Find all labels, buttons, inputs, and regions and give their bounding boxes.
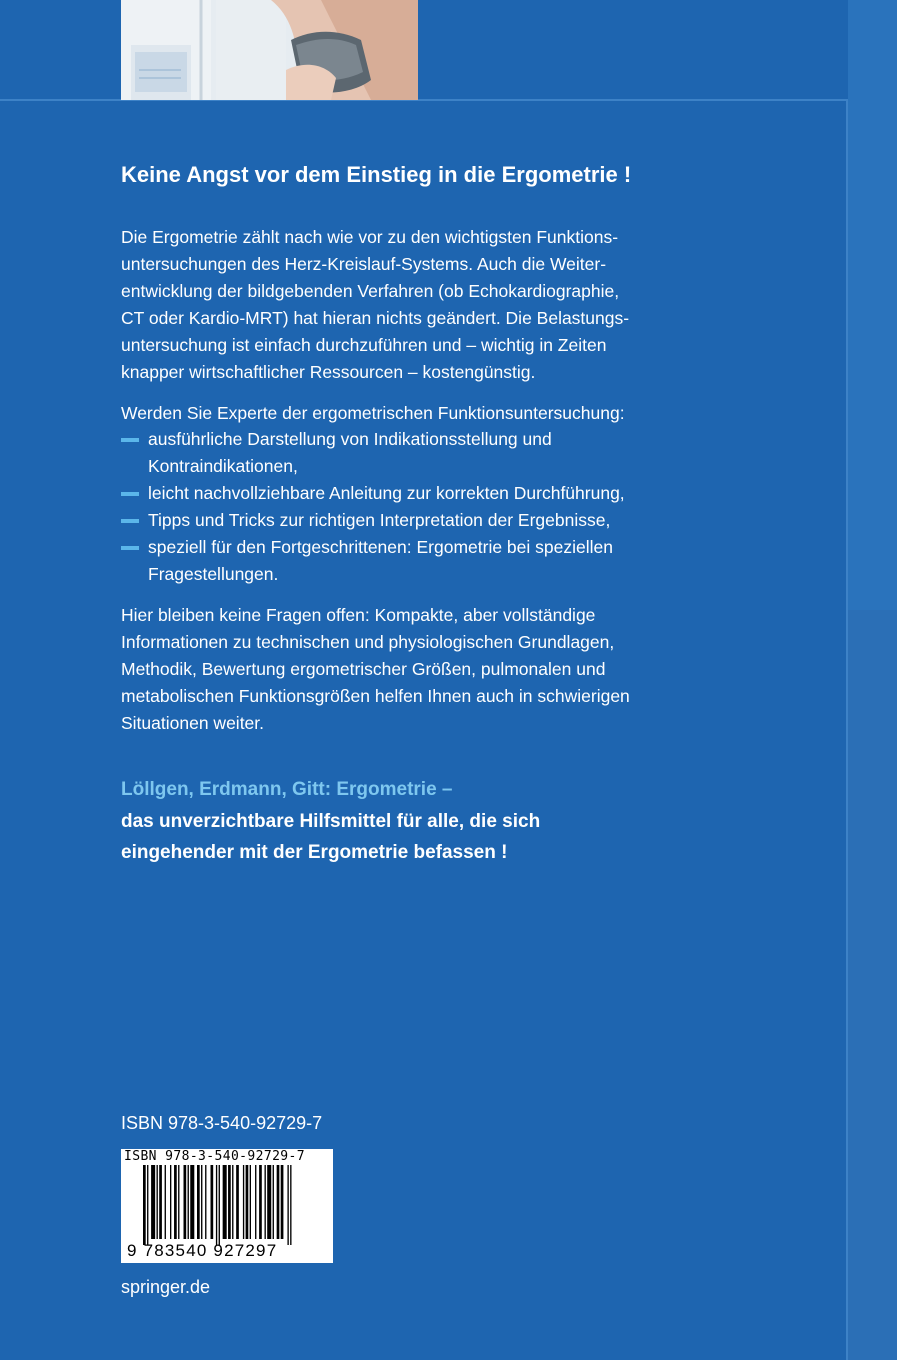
barcode-bar bbox=[147, 1165, 148, 1245]
barcode-bar bbox=[174, 1165, 177, 1239]
barcode-bar bbox=[143, 1165, 146, 1245]
text-line: untersuchungen des Herz-Kreislauf-Systems. Auch die Weiter- bbox=[121, 254, 607, 274]
text-line: ausführliche Darstellung von Indikationsstellung und bbox=[148, 429, 552, 449]
barcode-bar bbox=[188, 1165, 189, 1239]
barcode-bar bbox=[178, 1165, 179, 1239]
dash-bullet-icon bbox=[121, 546, 139, 550]
description-paragraph bbox=[121, 224, 641, 386]
barcode-bar bbox=[250, 1165, 251, 1239]
barcode-bar bbox=[259, 1165, 262, 1239]
barcode-bar bbox=[265, 1165, 266, 1239]
barcode-bar bbox=[184, 1165, 187, 1239]
barcode-isbn-text: ISBN 978-3-540-92729-7 bbox=[124, 1149, 305, 1164]
panel-border-right bbox=[846, 99, 848, 1360]
barcode-bars bbox=[141, 1165, 329, 1245]
bullet-intro: Werden Sie Experte der ergometrischen Funktionsuntersuchung: bbox=[121, 403, 625, 423]
barcode-bar bbox=[190, 1165, 194, 1239]
barcode-bar bbox=[255, 1165, 256, 1239]
text-line: Tipps und Tricks zur richtigen Interpretation der Ergebnisse, bbox=[148, 510, 611, 530]
cover-edge-top bbox=[848, 0, 897, 610]
barcode-bar bbox=[246, 1165, 249, 1239]
text-line: knapper wirtschaftlicher Ressourcen – kostengünstig. bbox=[121, 362, 536, 382]
text-line: Fragestellungen. bbox=[148, 564, 279, 584]
photo-illustration bbox=[121, 0, 418, 100]
publisher-website: springer.de bbox=[121, 1277, 211, 1297]
list-item bbox=[121, 534, 641, 588]
text-line: das unverzichtbare Hilfsmittel für alle, die sich bbox=[121, 811, 541, 832]
isbn-barcode bbox=[121, 1149, 333, 1263]
list-item bbox=[121, 426, 641, 480]
headline: Keine Angst vor dem Einstieg in die Ergometrie ! bbox=[121, 162, 632, 187]
barcode-bar bbox=[197, 1165, 200, 1239]
barcode-bar bbox=[205, 1165, 206, 1239]
barcode-bar bbox=[159, 1165, 162, 1239]
cover-photo bbox=[121, 0, 418, 100]
barcode-bar bbox=[277, 1165, 280, 1239]
list-item bbox=[121, 507, 641, 534]
text-line: leicht nachvollziehbare Anleitung zur korrekten Durchführung, bbox=[148, 483, 625, 503]
barcode-digits: 9 783540 927297 bbox=[127, 1241, 278, 1260]
barcode-bar bbox=[290, 1165, 291, 1245]
text-line: eingehender mit der Ergometrie befassen ! bbox=[121, 842, 508, 863]
barcode-bar bbox=[236, 1165, 239, 1239]
text-line: Situationen weiter. bbox=[121, 713, 265, 733]
text-line: Methodik, Bewertung ergometrischer Größen, pulmonalen und bbox=[121, 659, 606, 679]
barcode-bar bbox=[273, 1165, 274, 1239]
text-line: CT oder Kardio-MRT) hat hieran nichts geändert. Die Belastungs- bbox=[121, 308, 630, 328]
text-line: Hier bleiben keine Fragen offen: Kompakte, aber vollständige bbox=[121, 605, 596, 625]
barcode-bar bbox=[151, 1165, 155, 1239]
dash-bullet-icon bbox=[121, 519, 139, 523]
text-line: metabolischen Funktionsgrößen helfen Ihnen auch in schwierigen bbox=[121, 686, 630, 706]
barcode-bar bbox=[165, 1165, 166, 1239]
feature-list bbox=[121, 426, 641, 588]
text-line: speziell für den Fortgeschrittenen: Ergometrie bei speziellen bbox=[148, 537, 613, 557]
tagline bbox=[121, 806, 681, 868]
barcode-bar bbox=[287, 1165, 288, 1245]
text-line: untersuchung ist einfach durchzuführen und – wichtig in Zeiten bbox=[121, 335, 607, 355]
text-line: Die Ergometrie zählt nach wie vor zu den wichtigsten Funktions- bbox=[121, 227, 619, 247]
barcode-bar bbox=[211, 1165, 214, 1239]
text-line: entwicklung der bildgebenden Verfahren (ob Echokardiographie, bbox=[121, 281, 620, 301]
barcode-bar bbox=[219, 1165, 220, 1245]
text-line: Informationen zu technischen und physiologischen Grundlagen, bbox=[121, 632, 615, 652]
summary-paragraph bbox=[121, 602, 641, 737]
barcode-bar bbox=[170, 1165, 171, 1239]
cover-edge-bottom bbox=[848, 610, 897, 1360]
barcode-bar bbox=[281, 1165, 284, 1239]
authors-title: Löllgen, Erdmann, Gitt: Ergometrie – bbox=[121, 779, 453, 800]
list-item bbox=[121, 480, 641, 507]
barcode-bar bbox=[228, 1165, 231, 1239]
text-line: Kontraindikationen, bbox=[148, 456, 298, 476]
isbn-label: ISBN 978-3-540-92729-7 bbox=[121, 1113, 323, 1133]
barcode-bar bbox=[232, 1165, 233, 1239]
dash-bullet-icon bbox=[121, 438, 139, 442]
barcode-bar bbox=[201, 1165, 202, 1239]
barcode-bar bbox=[216, 1165, 217, 1245]
barcode-bar bbox=[157, 1165, 158, 1239]
barcode-bar bbox=[243, 1165, 244, 1239]
dash-bullet-icon bbox=[121, 492, 139, 496]
barcode-bar bbox=[267, 1165, 271, 1239]
barcode-bar bbox=[223, 1165, 227, 1239]
